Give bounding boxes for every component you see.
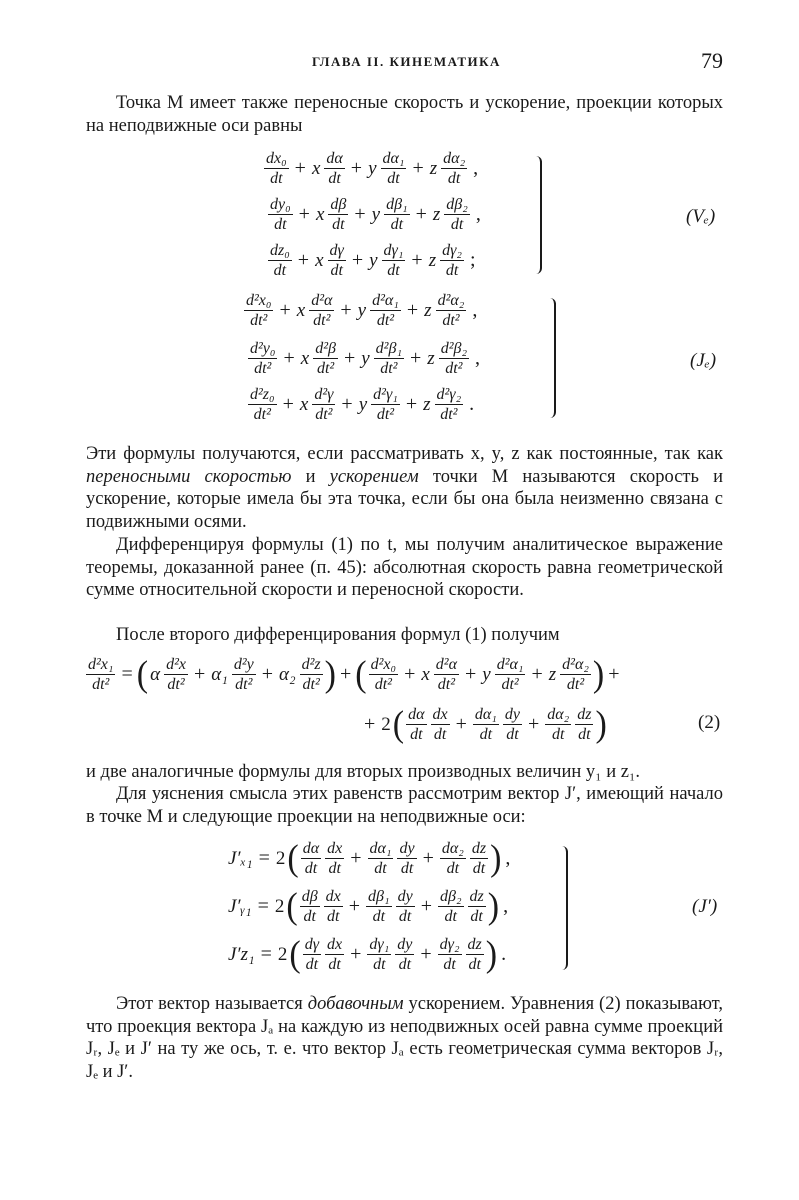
page-number: 79 xyxy=(701,48,723,73)
ve-row-2: $\frac{\text{dy₀}}{dt}$ + x $\frac{d\beta}{dt}$ + y $\frac{\text{dβ₁}}{dt}$ + z $\frac{\text{dβ₂}}{dt}$ , xyxy=(270,196,481,233)
ve-row-1: $\frac{\text{dx₀}}{dt}$ + x $\frac{d\alpha}{dt}$ + y $\frac{\text{dα₁}}{dt}$ + z $\frac{\text{dα₂}}{dt}$ , xyxy=(266,150,479,187)
je-label: (Jₑ) xyxy=(690,350,717,371)
brace xyxy=(560,846,568,970)
paragraph-1-text: Точка M имеет также переносные скорость и ускорение, проекции которых на неподвижные оси равны xyxy=(86,93,723,136)
page-header xyxy=(0,48,799,76)
jprime-row-1: J′ₓ₁ = 2 ( $\frac{d\alpha}{dt}$ $\frac{dx}{dt}$ + $\frac{\text{dα₁}}{dt}$ $\frac{dy}{dt}$ + $\frac{\text{dα₂}}{dt}$ $\frac{dz}{dt}$ ) , xyxy=(228,837,511,879)
paragraph-5: и две аналогичные формулы для вторых производных величин y₁ и z₁. xyxy=(86,762,641,782)
brace xyxy=(548,298,556,418)
equation-2-line-2: + 2 ( $\frac{d\alpha}{dt}$ $\frac{dx}{dt}$ + $\frac{\text{dα₁}}{dt}$ $\frac{dy}{dt}$ + $\frac{\text{dα₂}}{dt}$ $\frac{dz}{dt}$ ) xyxy=(364,703,607,745)
chapter-title: ГЛАВА II. КИНЕМАТИКА xyxy=(312,54,501,69)
ve-label: (Vₑ) xyxy=(686,206,716,227)
ve-row-3: $\frac{\text{dz₀}}{dt}$ + x $\frac{d\gamma}{dt}$ + y $\frac{\text{dγ₁}}{dt}$ + z $\frac{\text{dγ₂}}{dt}$ ; xyxy=(270,242,476,279)
paragraph-1 xyxy=(86,92,723,137)
je-row-1: $\frac{\text{d²x₀}}{\text{dt²}}$ + x $\frac{\text{d²α}}{\text{dt²}}$ + y $\frac{\text{d²α₁}}{\text{dt²}}$ + z $\frac{\text{d²α₂}}{\text{dt²}}$ , xyxy=(246,292,478,329)
paragraph-3: Дифференцируя формулы (1) по t, мы получим аналитическое выражение теоремы, доказанной ранее (п. 45): абсолютная скорость равна геометрической сумме относительной скорости и переносной скорости. xyxy=(86,535,723,601)
equation-2-line-1: $\frac{\text{d²x₁}}{\text{dt²}}$ = ( α $\frac{\text{d²x}}{\text{dt²}}$ + α₁ $\frac{\text{d²y}}{\text{dt²}}$ + α₂ $\frac{\text{d²z}}{\text{dt²}}$ ) + ( $\frac{\text{d²x₀}}{\text{dt²}}$ + x $\frac{\text{d²α}}{\text{dt²}}$ + y $\frac{\text{d²α₁}}{\text{dt²}}$ + z $\frac{\text{d²α₂}}{\text{dt²}}$ ) + xyxy=(88,653,620,695)
jprime-label: (J′) xyxy=(692,896,718,917)
fraction: $\frac{\text{dx₀}}{dt}$ xyxy=(266,150,287,187)
jprime-row-2: J′ᵧ₁ = 2 ( $\frac{d\beta}{dt}$ $\frac{dx}{dt}$ + $\frac{\text{dβ₁}}{dt}$ $\frac{dy}{dt}$ + $\frac{\text{dβ₂}}{dt}$ $\frac{dz}{dt}$ ) , xyxy=(228,885,509,927)
paragraph-7: Этот вектор называется добавочным ускорением. Уравнения (2) показывают, что проекция вектора Jₐ на каждую из неподвижных осей равна сумме проекций Jᵣ, Jₑ и J′ на ту же ось, т. е. что вектор Jₐ есть геометрическая сумма векторов Jᵣ, Jₑ и J′. xyxy=(86,994,723,1082)
equation-number-2: (2) xyxy=(698,712,721,733)
jprime-row-3: J′z₁ = 2 ( $\frac{d\gamma}{dt}$ $\frac{dx}{dt}$ + $\frac{\text{dγ₁}}{dt}$ $\frac{dy}{dt}$ + $\frac{\text{dγ₂}}{dt}$ $\frac{dz}{dt}$ ) . xyxy=(228,933,507,975)
paragraph-6: Для уяснения смысла этих равенств рассмотрим вектор J′, имеющий начало в точке M и следующие проекции на неподвижные оси: xyxy=(86,784,723,827)
brace xyxy=(534,156,542,274)
je-row-2: $\frac{\text{d²y₀}}{\text{dt²}}$ + x $\frac{\text{d²β}}{\text{dt²}}$ + y $\frac{\text{d²β₁}}{\text{dt²}}$ + z $\frac{\text{d²β₂}}{\text{dt²}}$ , xyxy=(250,340,481,377)
je-row-3: $\frac{\text{d²z₀}}{\text{dt²}}$ + x $\frac{\text{d²γ}}{\text{dt²}}$ + y $\frac{\text{d²γ₁}}{\text{dt²}}$ + z $\frac{\text{d²γ₂}}{\text{dt²}}$ . xyxy=(250,386,475,423)
paragraph-4: После второго дифференцирования формул (1) получим xyxy=(116,625,560,645)
paragraph-2: Эти формулы получаются, если рассматривать x, y, z как постоянные, так как переносными скоростью и ускорением точки M называются скорость и ускорение, которые имела бы эта точка, если бы она была неизменно связана с подвижными осями. xyxy=(86,444,723,532)
